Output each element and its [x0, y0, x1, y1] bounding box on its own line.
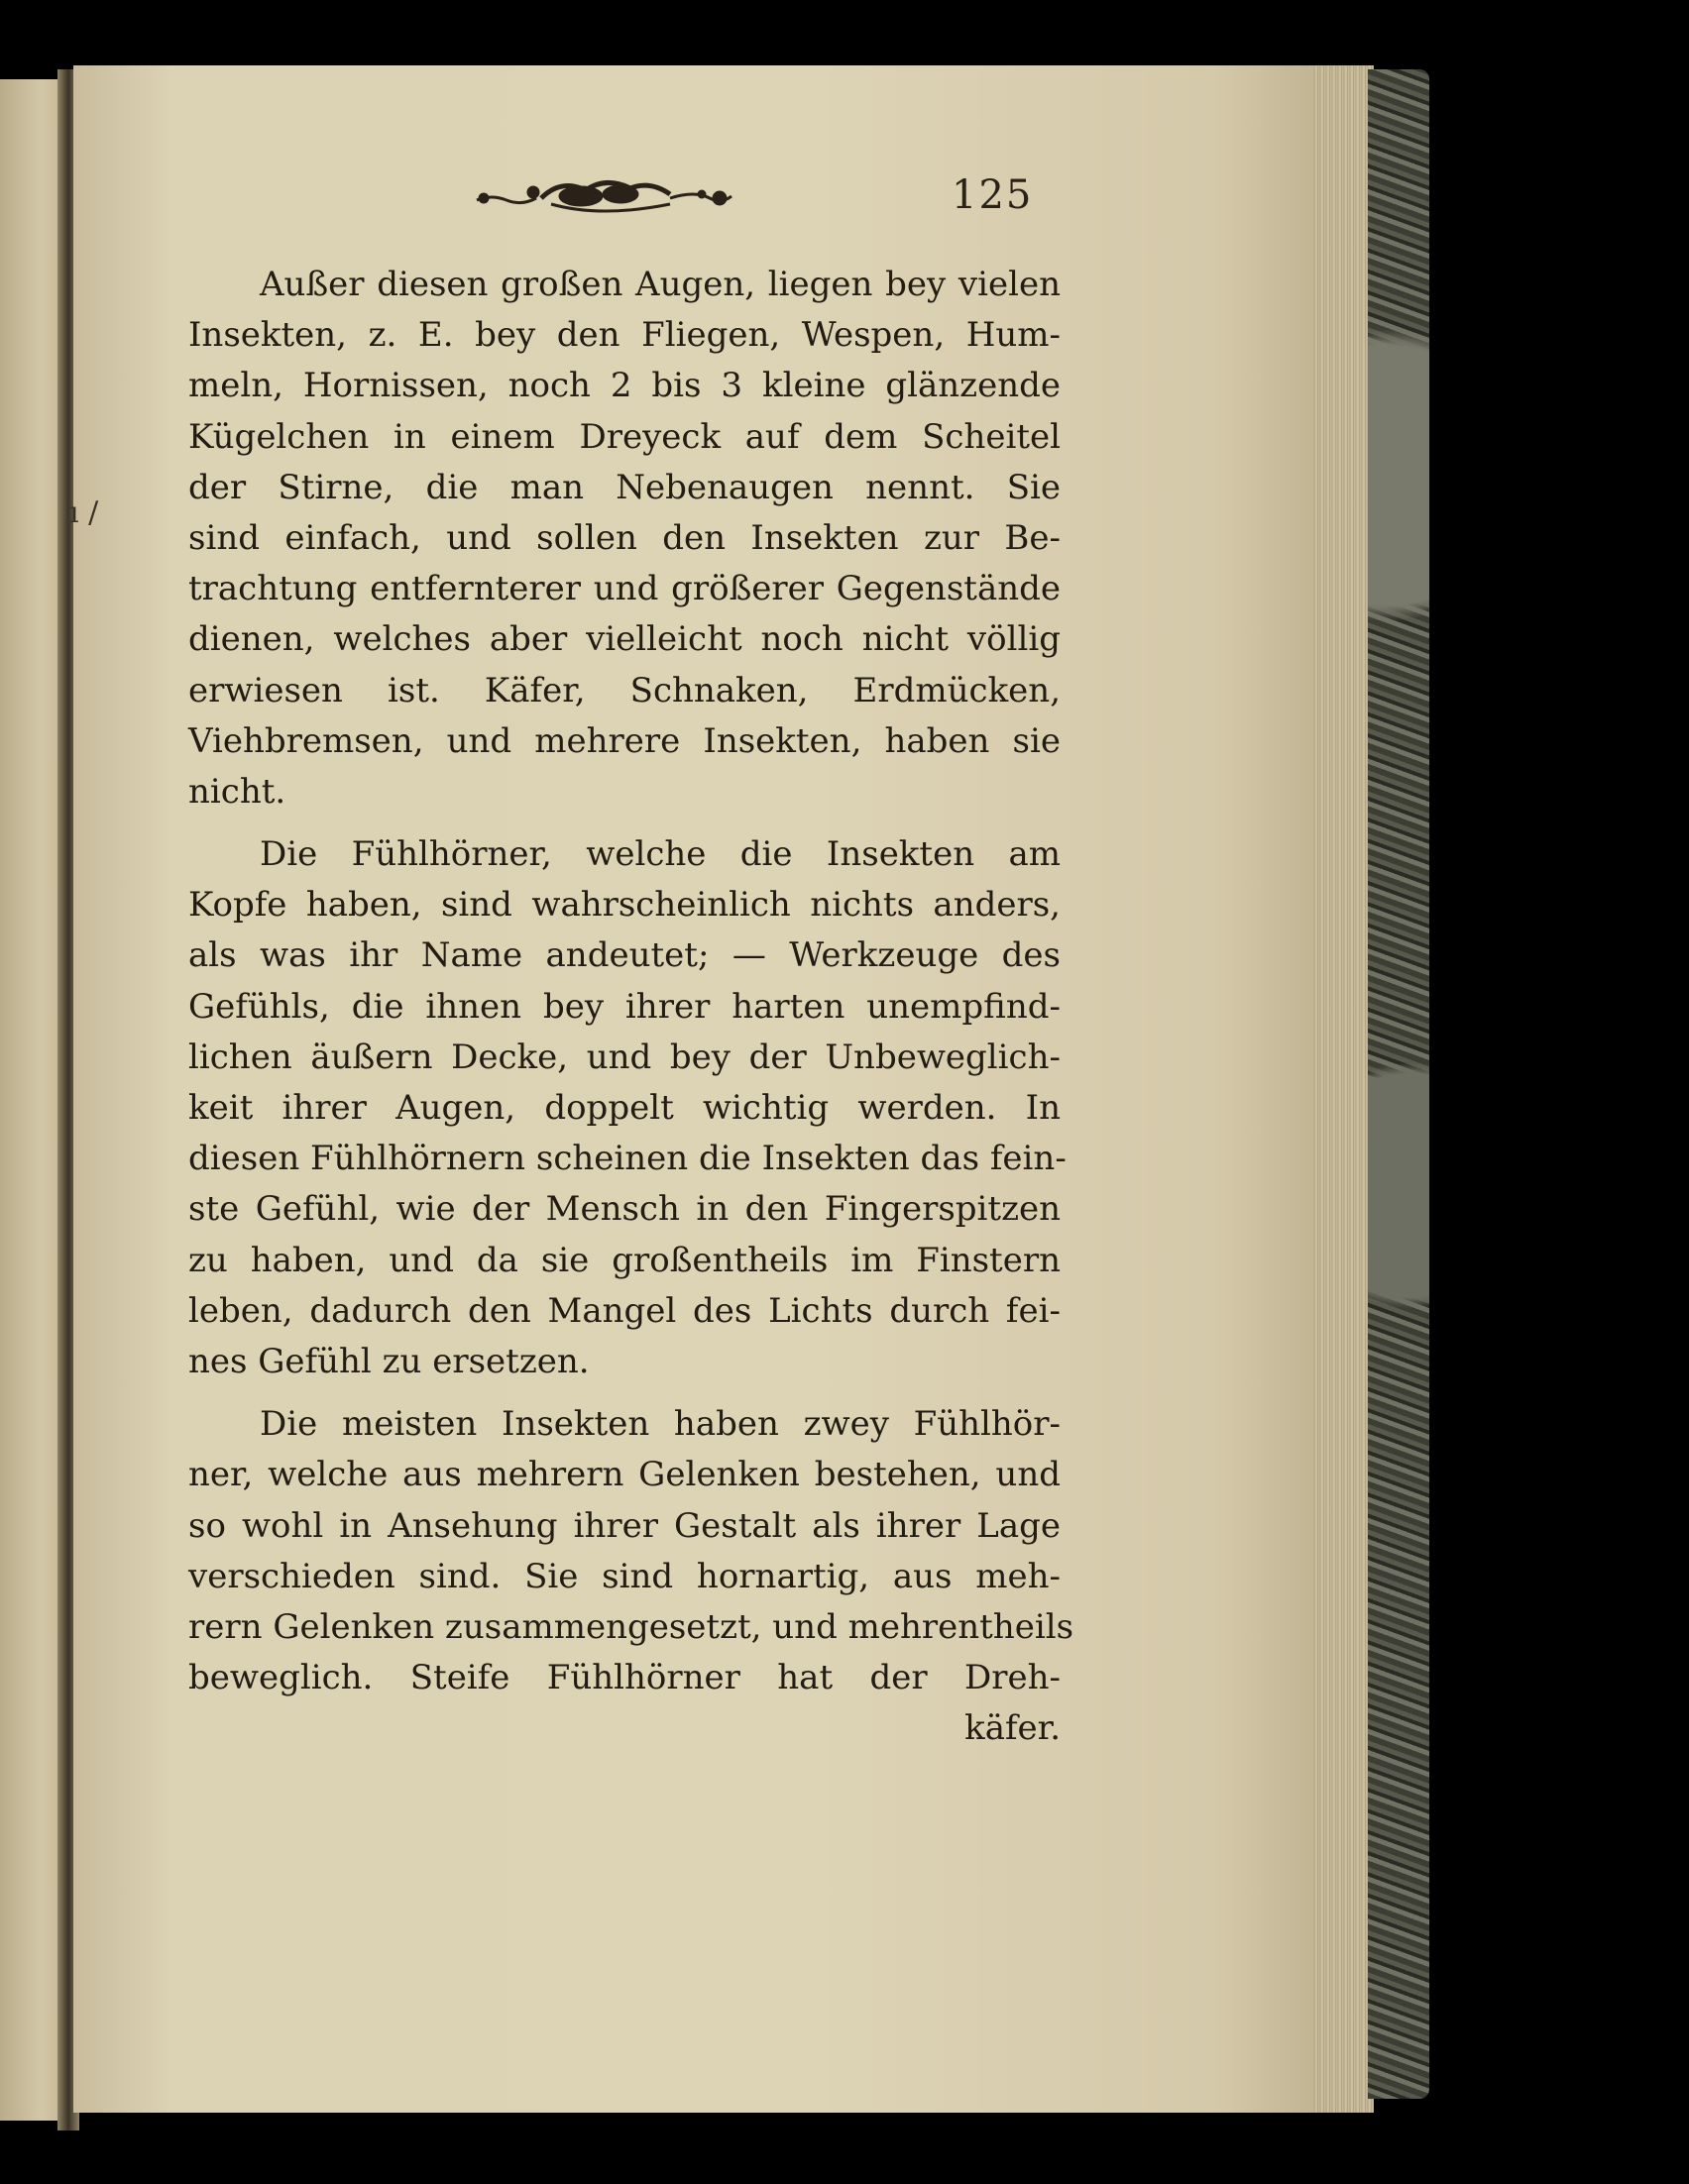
text-line: Gefühls, die ihnen bey ihrer harten unempfind-	[188, 986, 1061, 1027]
ornament-icon	[472, 168, 739, 228]
margin-mark: ı /	[69, 495, 99, 530]
text-line: diesen Fühlhörnern scheinen die Insekten das fein-	[188, 1139, 1067, 1179]
text-line: Kügelchen in einem Dreyeck auf dem Scheitel	[188, 416, 1061, 457]
text-line: Außer diesen großen Augen, liegen bey vielen	[260, 265, 1061, 304]
text-line: Kopfe haben, sind wahrscheinlich nichts anders,	[188, 885, 1061, 926]
text-line: ner, welche aus mehrern Gelenken bestehen, und	[188, 1455, 1061, 1495]
paragraph-1	[188, 260, 1061, 818]
text-line: rern Gelenken zusammengesetzt, und mehrentheils	[188, 1606, 1074, 1647]
text-line: ste Gefühl, wie der Mensch in den Fingerspitzen	[188, 1189, 1061, 1230]
catchword: käfer.	[964, 1708, 1061, 1749]
paragraph-3	[188, 1399, 1074, 1703]
text-line: nicht.	[188, 771, 286, 812]
page-text	[188, 260, 1074, 1754]
page-header	[472, 168, 1086, 228]
text-line: dienen, welches aber vielleicht noch nicht völlig	[188, 619, 1061, 660]
text-line: erwiesen ist. Käfer, Schnaken, Erdmücken,	[188, 670, 1061, 710]
text-line: als was ihr Name andeutet; — Werkzeuge des	[188, 935, 1061, 976]
text-line: Die meisten Insekten haben zwey Fühlhör-	[260, 1404, 1061, 1445]
text-line: meln, Hornissen, noch 2 bis 3 kleine glänzende	[188, 366, 1061, 406]
text-line: sind einfach, und sollen den Insekten zur Be-	[188, 517, 1061, 558]
paragraph-2	[188, 829, 1067, 1387]
text-line: keit ihrer Augen, doppelt wichtig werden. In	[188, 1088, 1061, 1128]
text-line: der Stirne, die man Nebenaugen nennt. Sie	[188, 467, 1061, 507]
text-line: nes Gefühl zu ersetzen.	[188, 1341, 590, 1381]
text-line: so wohl in Ansehung ihrer Gestalt als ihrer Lage	[188, 1505, 1061, 1546]
page-number: 125	[952, 172, 1034, 218]
text-line: leben, dadurch den Mangel des Lichts durch fei-	[188, 1290, 1061, 1331]
text-line: trachtung entfernterer und größerer Gegenstände	[188, 569, 1061, 609]
text-line: zu haben, und da sie großentheils im Finstern	[188, 1240, 1061, 1280]
text-line: verschieden sind. Sie sind hornartig, aus meh-	[188, 1556, 1061, 1596]
marbled-cover	[1368, 69, 1429, 2099]
text-line: Die Fühlhörner, welche die Insekten am	[260, 834, 1061, 875]
text-line: Viehbremsen, und mehrere Insekten, haben sie	[188, 720, 1061, 761]
text-line: Insekten, z. E. bey den Fliegen, Wespen, Hum-	[188, 315, 1061, 356]
text-line: beweglich. Steife Fühlhörner hat der Dreh-	[188, 1658, 1061, 1698]
text-line: lichen äußern Decke, und bey der Unbeweglich-	[188, 1037, 1061, 1077]
